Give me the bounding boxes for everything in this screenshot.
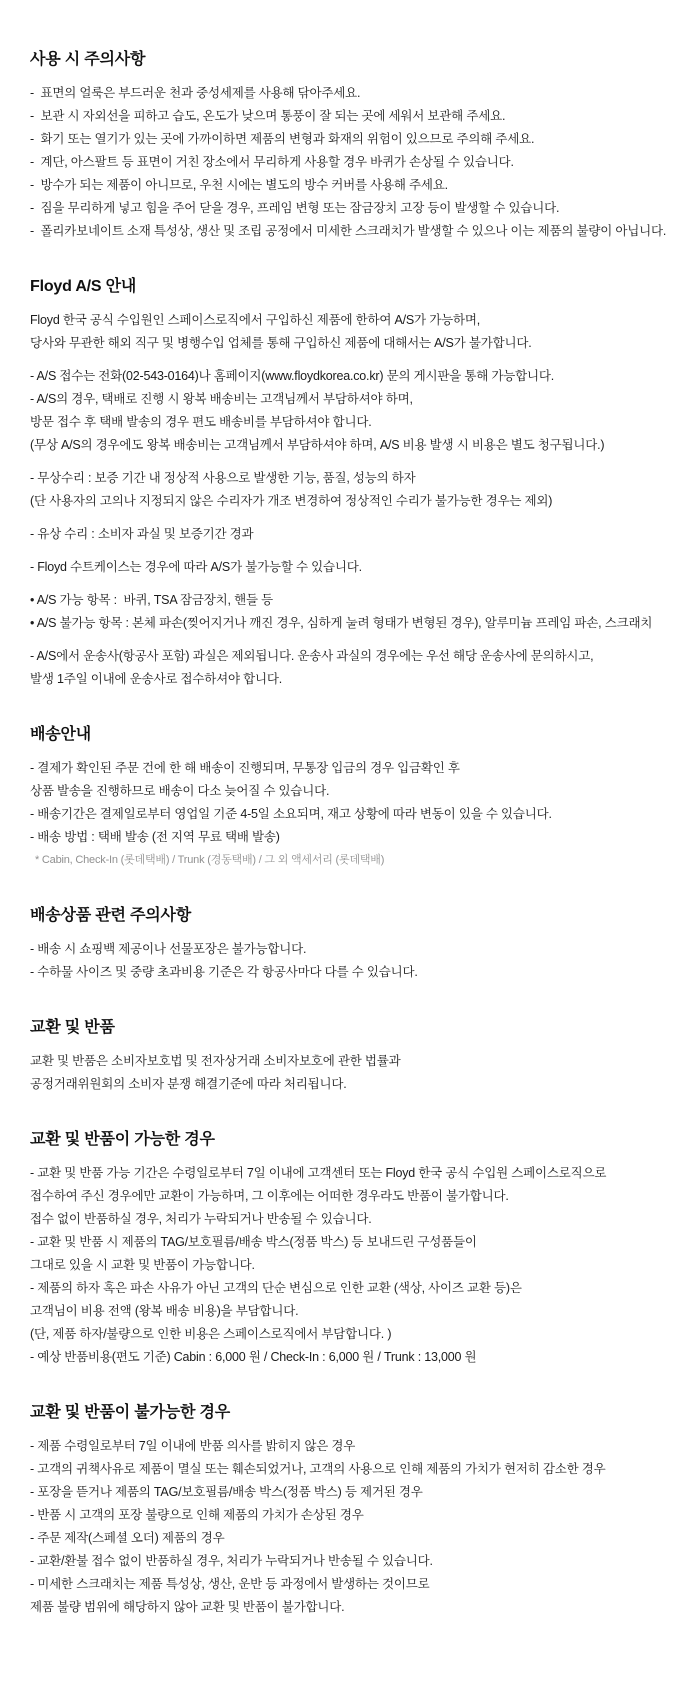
text-line: - 배송 시 쇼핑백 제공이나 선물포장은 불가능합니다. [30,942,307,956]
paragraph [30,309,678,355]
section-floyd-as-guide [30,277,678,691]
text-line: - 방수가 되는 제품이 아니므로, 우천 시에는 별도의 방수 커버를 사용해 주세요. [30,178,448,192]
text-line: 상품 발송을 진행하므로 배송이 다소 늦어질 수 있습니다. [30,784,330,798]
text-line: - 유상 수리 : 소비자 과실 및 보증기간 경과 [30,527,254,541]
paragraph [30,1435,678,1619]
text-line: - 포장을 뜯거나 제품의 TAG/보호필름/배송 박스(정품 박스) 등 제거된 경우 [30,1485,423,1499]
text-line: - 무상수리 : 보증 기간 내 정상적 사용으로 발생한 기능, 품질, 성능의 하자 [30,471,416,485]
text-line: • A/S 가능 항목 : 바퀴, TSA 잠금장치, 핸들 등 [30,593,273,607]
text-line: 발생 1주일 이내에 운송사로 접수하셔야 합니다. [30,672,283,686]
text-line: - 제품의 하자 혹은 파손 사유가 아닌 고객의 단순 변심으로 인한 교환 (색상, 사이즈 교환 등)은 [30,1281,522,1295]
text-line: 접수하여 주신 경우에만 교환이 가능하며, 그 이후에는 어떠한 경우라도 반품이 불가합니다. [30,1189,509,1203]
section-exchange-return-impossible [30,1403,678,1619]
text-line: - Floyd 수트케이스는 경우에 따라 A/S가 불가능할 수 있습니다. [30,560,362,574]
text-line: - 예상 반품비용(편도 기준) Cabin : 6,000 원 / Check-In : 6,000 원 / Trunk : 13,000 원 [30,1350,477,1364]
text-line: - 고객의 귀책사유로 제품이 멸실 또는 훼손되었거나, 고객의 사용으로 인해 제품의 가치가 현저히 감소한 경우 [30,1462,606,1476]
section-heading: Floyd A/S 안내 [30,278,137,295]
paragraph [30,589,678,635]
text-line: - A/S에서 운송사(항공사 포함) 과실은 제외됩니다. 운송사 과실의 경우에는 우선 해당 운송사에 문의하시고, [30,649,594,663]
section-heading: 교환 및 반품이 가능한 경우 [30,1131,215,1148]
text-line: (단, 제품 하자/불량으로 인한 비용은 스페이스로직에서 부담합니다. ) [30,1327,392,1341]
text-line: - A/S 접수는 전화(02-543-0164)나 홈페이지(www.floydkorea.co.kr) 문의 게시판을 통해 가능합니다. [30,369,555,383]
text-line: - 배송기간은 결제일로부터 영업일 기준 4-5일 소요되며, 재고 상황에 따라 변동이 있을 수 있습니다. [30,807,552,821]
paragraph [30,938,678,984]
text-line: - 교환 및 반품 가능 기간은 수령일로부터 7일 이내에 고객센터 또는 Floyd 한국 공식 수입원 스페이스로직으로 [30,1166,607,1180]
text-line: - 폴리카보네이트 소재 특성상, 생산 및 조립 공정에서 미세한 스크래치가 발생할 수 있으나 이는 제품의 불량이 아닙니다. [30,224,667,238]
text-line-muted: * Cabin, Check-In (롯데택배) / Trunk (경동택배) / 그 외 액세서리 (롯데택배) [35,854,385,866]
paragraph [30,1162,678,1369]
text-line: - 주문 제작(스페셜 오더) 제품의 경우 [30,1531,225,1545]
text-line: - 계단, 아스팔트 등 표면이 거친 장소에서 무리하게 사용할 경우 바퀴가 손상될 수 있습니다. [30,155,514,169]
text-line: - 반품 시 고객의 포장 불량으로 인해 제품의 가치가 손상된 경우 [30,1508,364,1522]
text-line: (무상 A/S의 경우에도 왕복 배송비는 고객님께서 부담하셔야 하며, A/S 비용 발생 시 비용은 별도 청구됩니다.) [30,438,605,452]
paragraph [30,645,678,691]
paragraph [30,82,678,243]
text-line: 교환 및 반품은 소비자보호법 및 전자상거래 소비자보호에 관한 법률과 [30,1054,401,1068]
text-line: 당사와 무관한 해외 직구 및 병행수입 업체를 통해 구입하신 제품에 대해서는 A/S가 불가합니다. [30,336,532,350]
text-line: - 교환/환불 접수 없이 반품하실 경우, 처리가 누락되거나 반송될 수 있습니다. [30,1554,433,1568]
text-line: 방문 접수 후 택배 발송의 경우 편도 배송비를 부담하셔야 합니다. [30,415,372,429]
text-line: 제품 불량 범위에 해당하지 않아 교환 및 반품이 불가합니다. [30,1600,345,1614]
text-line: Floyd 한국 공식 수입원인 스페이스로직에서 구입하신 제품에 한하여 A/S가 가능하며, [30,313,480,327]
text-line: - 수하물 사이즈 및 중량 초과비용 기준은 각 항공사마다 다를 수 있습니다. [30,965,418,979]
text-line: • A/S 불가능 항목 : 본체 파손(찢어지거나 깨진 경우, 심하게 눌려 형태가 변형된 경우), 알루미늄 프레임 파손, 스크래치 [30,616,653,630]
section-usage-precautions [30,50,678,243]
section-heading: 교환 및 반품이 불가능한 경우 [30,1404,231,1421]
text-line: - 미세한 스크래치는 제품 특성상, 생산, 운반 등 과정에서 발생하는 것이므로 [30,1577,430,1591]
section-exchange-return-possible [30,1130,678,1369]
paragraph [30,365,678,457]
text-line: - 보관 시 자외선을 피하고 습도, 온도가 낮으며 통풍이 잘 되는 곳에 세워서 보관해 주세요. [30,109,506,123]
section-exchange-return [30,1018,678,1096]
text-line: - 짐을 무리하게 넣고 힘을 주어 닫을 경우, 프레임 변형 또는 잠금장치 고장 등이 발생할 수 있습니다. [30,201,560,215]
section-heading: 사용 시 주의사항 [30,51,146,68]
text-line: - 화기 또는 열기가 있는 곳에 가까이하면 제품의 변형과 화재의 위험이 있으므로 주의해 주세요. [30,132,535,146]
text-line: - 배송 방법 : 택배 발송 (전 지역 무료 택배 발송) [30,830,280,844]
text-line: - 제품 수령일로부터 7일 이내에 반품 의사를 밝히지 않은 경우 [30,1439,356,1453]
section-heading: 배송안내 [30,726,92,743]
paragraph [30,1050,678,1096]
text-line: - A/S의 경우, 택배로 진행 시 왕복 배송비는 고객님께서 부담하셔야 하며, [30,392,413,406]
text-line: 접수 없이 반품하실 경우, 처리가 누락되거나 반송될 수 있습니다. [30,1212,372,1226]
paragraph [30,467,678,513]
text-line: 그대로 있을 시 교환 및 반품이 가능합니다. [30,1258,255,1272]
text-line: 공정거래위원회의 소비자 분쟁 해결기준에 따라 처리됩니다. [30,1077,347,1091]
policy-sections-container [30,50,678,1619]
paragraph [30,556,678,579]
section-shipping-product-notes [30,906,678,984]
section-heading: 배송상품 관련 주의사항 [30,907,192,924]
section-shipping-guide [30,725,678,872]
paragraph [30,523,678,546]
text-line: 고객님이 비용 전액 (왕복 배송 비용)을 부담합니다. [30,1304,299,1318]
section-heading: 교환 및 반품 [30,1019,115,1036]
text-line: - 결제가 확인된 주문 건에 한 해 배송이 진행되며, 무통장 입금의 경우 입금확인 후 [30,761,460,775]
paragraph [30,757,678,872]
text-line: - 표면의 얼룩은 부드러운 천과 중성세제를 사용해 닦아주세요. [30,86,361,100]
text-line: (단 사용자의 고의나 지정되지 않은 수리자가 개조 변경하여 정상적인 수리가 불가능한 경우는 제외) [30,494,553,508]
text-line: - 교환 및 반품 시 제품의 TAG/보호필름/배송 박스(정품 박스) 등 보내드린 구성품들이 [30,1235,477,1249]
